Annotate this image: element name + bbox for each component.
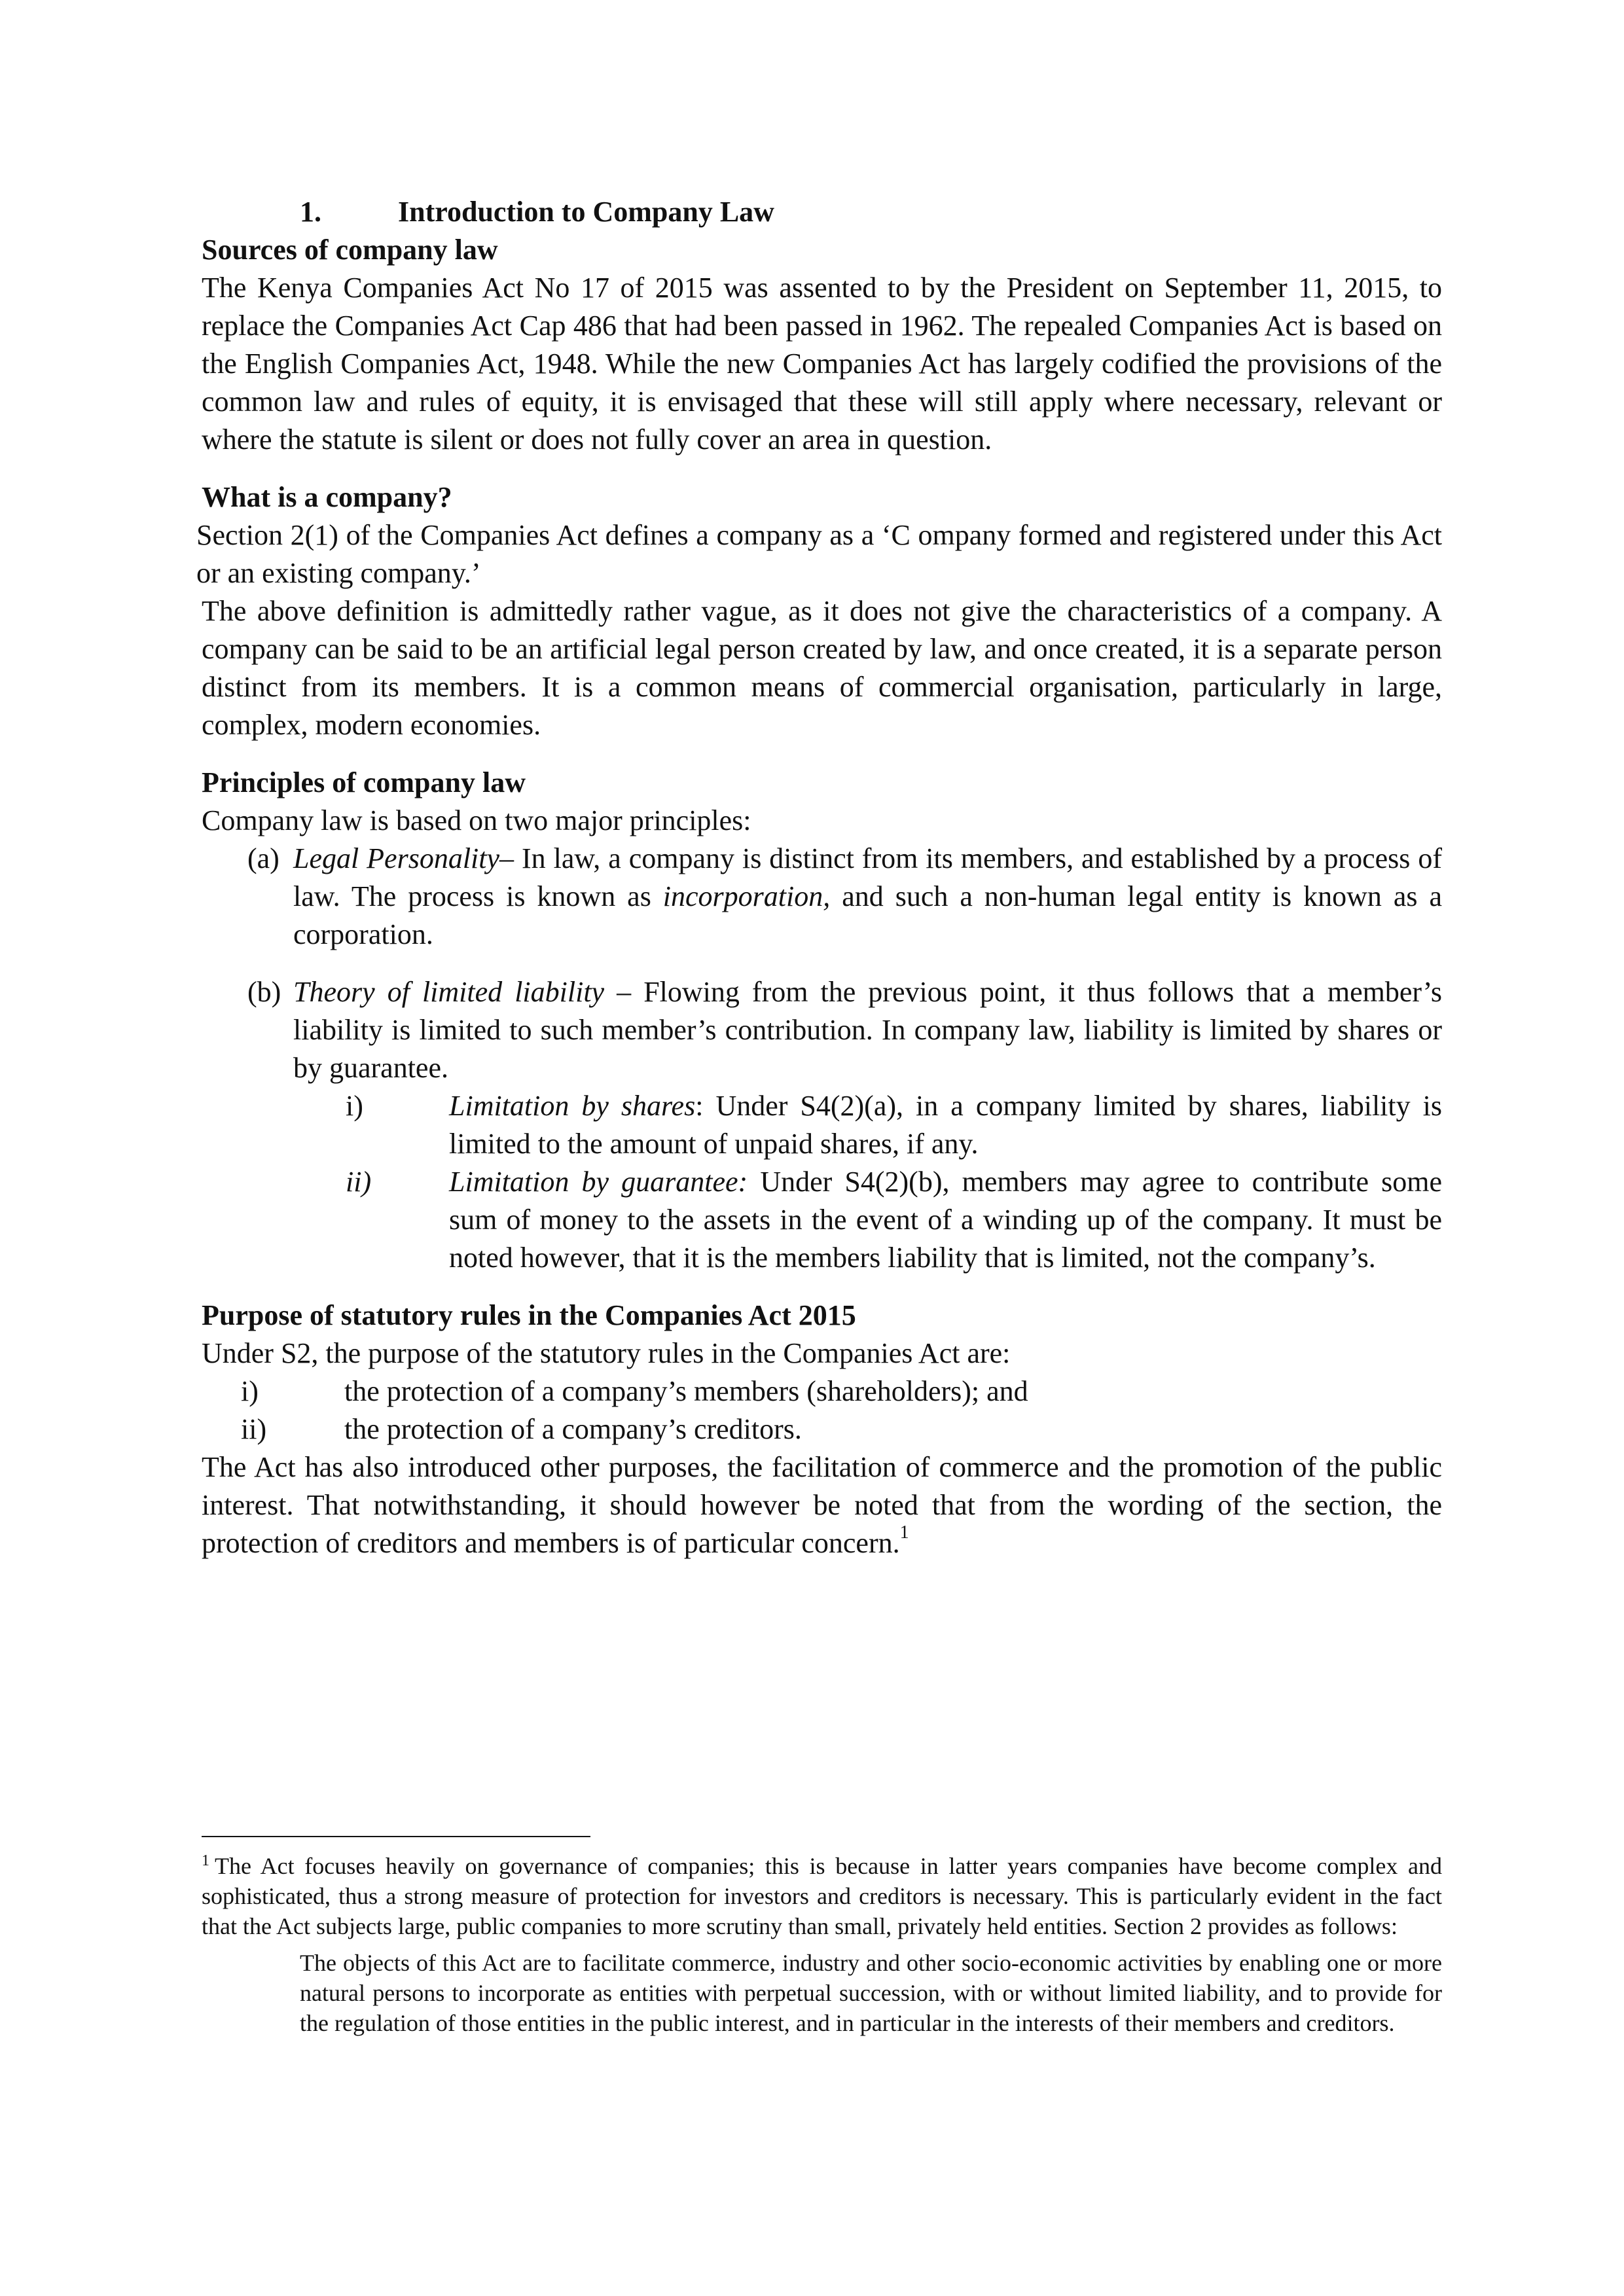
footnote-body: The Act focuses heavily on governance of companies; this is because in latter years companies have become complex and sophisticated, thus a strong measure of protection for investors and creditors is necessary. This is particularly evident in the fact that the Act subjects large, public companies to more scrutiny than small, privately held entities. Section 2 provides as follows: — [202, 1853, 1442, 1939]
principle-a — [202, 840, 1442, 954]
section-title: Introduction to Company Law — [398, 196, 774, 228]
principle-a-marker: (a) — [247, 842, 280, 874]
principle-b-dash: – — [604, 976, 644, 1008]
purpose-intro: Under S2, the purpose of the statutory rules in the Companies Act are: — [202, 1337, 1011, 1369]
principle-a-term: Legal Personality — [293, 842, 500, 874]
limitation-guarantee-term: Limitation by guarantee: — [449, 1166, 748, 1198]
footnote-separator — [202, 1836, 590, 1837]
section-heading — [202, 193, 1442, 231]
purpose-item — [202, 1410, 1442, 1448]
purpose-item-text: the protection of a company’s members (shareholders); and — [344, 1375, 1028, 1407]
limitation-shares-marker: i) — [346, 1090, 363, 1122]
limitation-guarantee-marker: ii) — [346, 1166, 372, 1198]
sources-heading: Sources of company law — [202, 234, 498, 266]
limitation-shares-term: Limitation by shares — [449, 1090, 696, 1122]
purpose-item-marker: i) — [241, 1375, 259, 1407]
main-content — [196, 193, 1443, 1562]
purpose-item — [202, 1372, 1442, 1410]
footnote-quote: The objects of this Act are to facilitate commerce, industry and other socio-economic activities by enabling one or more natural persons to incorporate as entities with perpetual succession, with or without limited liability, and to provide for the regulation of those entities in the public interest, and in particular in the interests of their members and creditors. — [300, 1950, 1442, 2036]
footnote-text — [202, 1851, 1442, 1941]
principles-intro: Company law is based on two major principles: — [202, 804, 751, 836]
principle-b-term: Theory of limited liability — [293, 976, 605, 1008]
purpose-closing — [202, 1448, 1442, 1562]
footnote — [202, 1851, 1442, 2038]
definition-commentary: The above definition is admittedly rather vague, as it does not give the characteristics of a company. A company can be said to be an artificial legal person created by law, and once created, it is a separate person distinct from its members. It is a common means of commercial organisation, particularly in large, complex, modern economies. — [202, 595, 1442, 741]
principle-b-marker: (b) — [247, 976, 281, 1008]
principle-a-dash: – — [499, 842, 522, 874]
purpose-closing-text: The Act has also introduced other purposes, the facilitation of commerce and the promotion of the public interest. That notwithstanding, it should however be noted that from the wording of the section, the protection of creditors and members is of particular concern. — [202, 1451, 1442, 1559]
limitation-shares — [202, 1087, 1442, 1163]
limitation-guarantee — [202, 1163, 1442, 1277]
principle-a-italic: incorporation, — [662, 880, 831, 912]
definition-paragraph: Section 2(1) of the Companies Act defines a company as a ‘C ompany formed and registered under this Act or an existing company.’ — [196, 519, 1442, 589]
footnote-number: 1 — [202, 1852, 209, 1869]
purpose-item-marker: ii) — [241, 1413, 267, 1445]
section-number: 1. — [300, 196, 321, 228]
limitation-guarantee-text: Under S4(2)(b), members may agree to contribute some sum of money to the assets in the event of a winding up of the company. It must be noted however, that it is the members liability that is limited, not the company’s. — [449, 1166, 1442, 1274]
principles-heading: Principles of company law — [202, 766, 526, 798]
purpose-item-text: the protection of a company’s creditors. — [344, 1413, 802, 1445]
principle-a-text-before: In law, a company is distinct from its members, and established by a process of law. The process is known as — [293, 842, 1442, 912]
what-is-heading: What is a company? — [202, 481, 452, 513]
principle-b-text: Flowing from the previous point, it thus follows that a member’s liability is limited to such member’s contribution. In company law, liability is limited by shares or by guarantee. — [293, 976, 1443, 1084]
principle-b — [202, 973, 1442, 1087]
purpose-heading: Purpose of statutory rules in the Companies Act 2015 — [202, 1299, 856, 1331]
principle-a-text-after: and such a non-human legal entity is known as a corporation. — [293, 880, 1443, 950]
sources-paragraph: The Kenya Companies Act No 17 of 2015 was assented to by the President on September 11, 2015, to replace the Companies Act Cap 486 that had been passed in 1962. The repealed Companies Act is based on the English Companies Act, 1948. While the new Companies Act has largely codified the provisions of the common law and rules of equity, it is envisaged that these will still apply where necessary, relevant or where the statute is silent or does not fully cover an area in question. — [202, 272, 1442, 456]
limitation-shares-text: : Under S4(2)(a), in a company limited by shares, liability is limited to the amount of unpaid shares, if any. — [449, 1090, 1442, 1160]
footnote-reference[interactable]: 1 — [899, 1522, 909, 1543]
